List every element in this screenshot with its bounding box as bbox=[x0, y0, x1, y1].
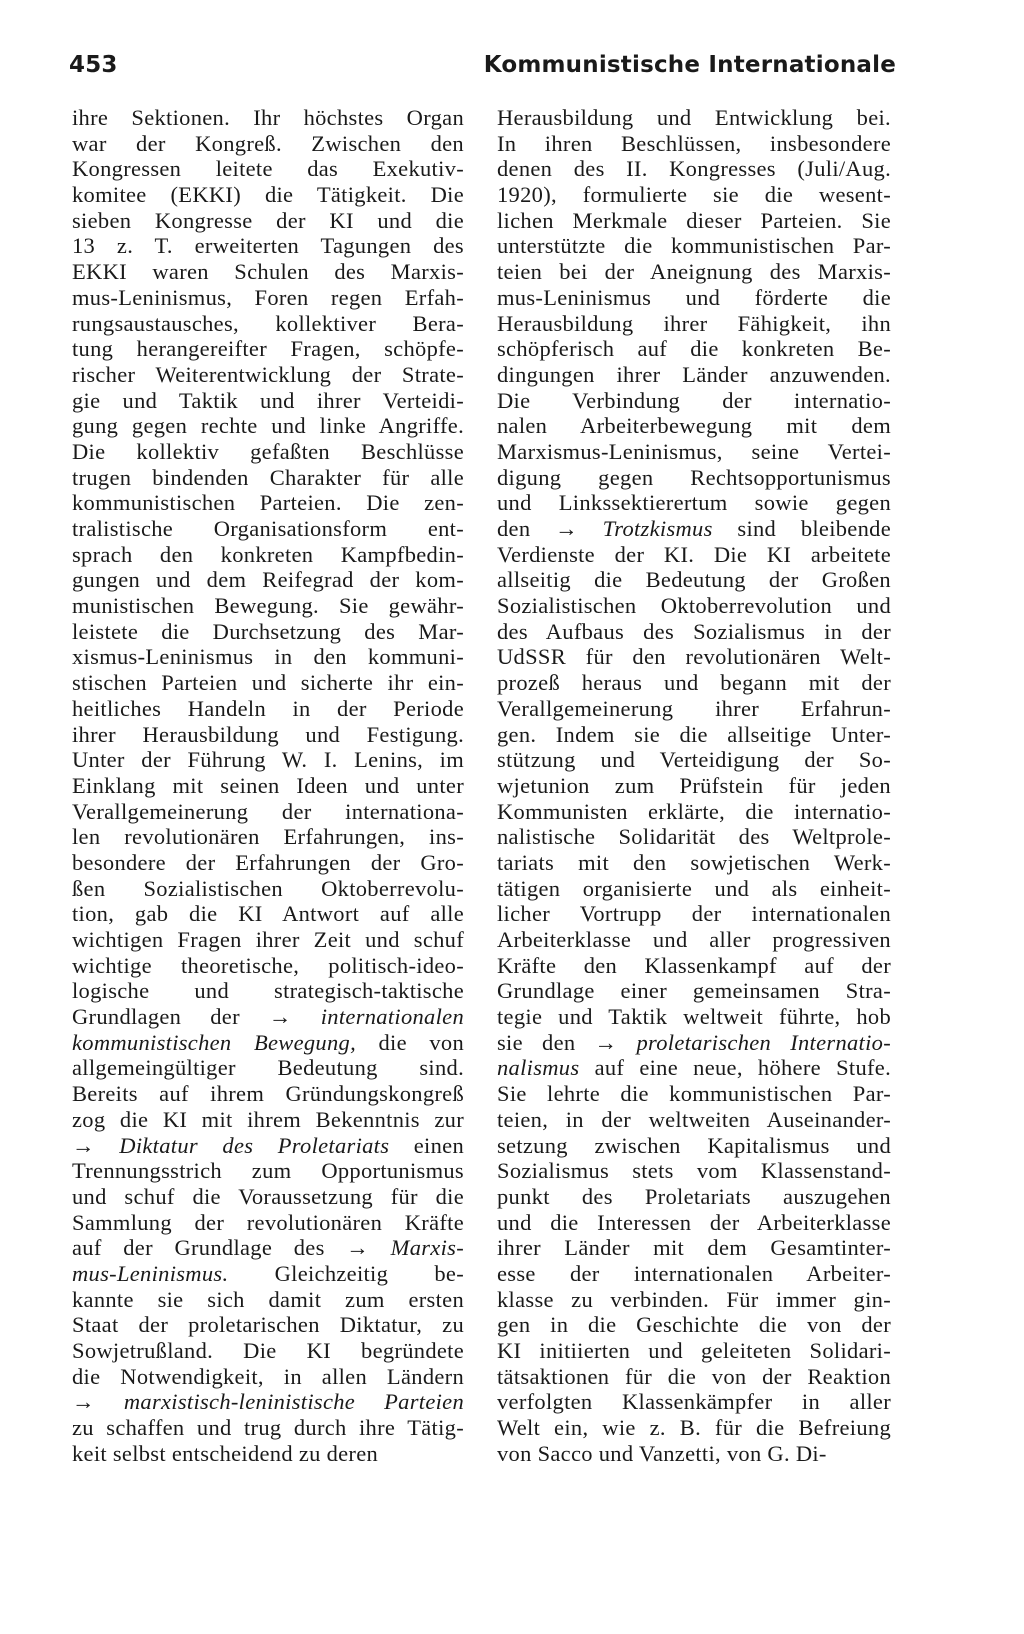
text-run: Marxismus-Leninismus, seine Vertei- bbox=[497, 438, 891, 464]
text-run: stützung und Verteidigung der So- bbox=[497, 747, 891, 773]
text-line bbox=[72, 1184, 464, 1210]
text-line bbox=[72, 285, 464, 311]
cross-reference: → marxistisch-leninistische Parteien bbox=[72, 1389, 464, 1415]
text-line bbox=[72, 1133, 464, 1159]
text-line bbox=[72, 593, 464, 619]
text-run: Sozialistischen Oktoberrevolution und bbox=[497, 593, 891, 619]
text-run: Grundlage einer gemeinsamen Stra- bbox=[497, 978, 891, 1004]
text-line bbox=[72, 927, 464, 953]
text-line bbox=[72, 1030, 464, 1056]
text-run: allseitig die Bedeutung der Großen bbox=[497, 567, 891, 593]
text-run: wjetunion zum Prüfstein für jeden bbox=[497, 772, 891, 798]
text-run: gen. Indem sie die allseitige Unter- bbox=[497, 721, 891, 747]
text-run: und Linkssektierertum sowie gegen bbox=[497, 490, 891, 516]
text-run: Grundlagen der bbox=[72, 1004, 269, 1030]
text-run: Arbeiterklasse und aller progressiven bbox=[497, 927, 891, 952]
text-line bbox=[72, 901, 464, 927]
text-line bbox=[72, 182, 464, 208]
text-line bbox=[72, 1312, 464, 1338]
text-line bbox=[72, 413, 464, 439]
text-run: klasse zu verbinden. Für immer gin- bbox=[497, 1286, 891, 1312]
text-run: 1920), formulierte sie die wesent- bbox=[497, 182, 891, 208]
text-line bbox=[497, 824, 891, 850]
text-line bbox=[497, 1338, 891, 1364]
text-line bbox=[72, 542, 464, 568]
text-run: len revolutionären Erfahrungen, ins- bbox=[72, 824, 464, 850]
text-run: Sammlung der revolutionären Kräfte bbox=[72, 1209, 464, 1235]
text-line bbox=[72, 1158, 464, 1184]
text-run: zog die KI mit ihrem Bekenntnis zur bbox=[72, 1106, 464, 1132]
text-line bbox=[72, 1441, 464, 1467]
text-run: UdSSR für den revolutionären Welt- bbox=[497, 644, 891, 670]
text-line bbox=[72, 208, 464, 234]
text-line bbox=[497, 1030, 891, 1056]
text-run: gung gegen rechte und linke Angriffe. bbox=[72, 413, 464, 439]
text-column-right bbox=[497, 105, 891, 1466]
text-line bbox=[72, 336, 464, 362]
text-run: licher Vortrupp der internationalen bbox=[497, 901, 891, 927]
text-line bbox=[72, 259, 464, 285]
text-run: Welt ein, wie z. B. für die Befreiung bbox=[497, 1415, 891, 1441]
text-run: gie und Taktik und ihrer Verteidi- bbox=[72, 387, 464, 413]
text-run: Verallgemeinerung der internationa- bbox=[72, 798, 464, 824]
text-line bbox=[497, 311, 891, 337]
text-line bbox=[72, 439, 464, 465]
text-run: In ihren Beschlüssen, insbesondere bbox=[497, 130, 891, 156]
text-run: trugen bindenden Charakter für alle bbox=[72, 464, 464, 490]
text-line bbox=[72, 953, 464, 979]
text-line bbox=[497, 722, 891, 748]
text-line bbox=[497, 1158, 891, 1184]
text-run: punkt des Proletariats auszugehen bbox=[497, 1183, 891, 1209]
text-line bbox=[72, 1338, 464, 1364]
text-line bbox=[497, 233, 891, 259]
text-line bbox=[497, 465, 891, 491]
text-line bbox=[497, 1081, 891, 1107]
text-run: mus-Leninismus, Foren regen Erfah- bbox=[72, 284, 464, 310]
text-run: allgemeingültiger Bedeutung sind. bbox=[72, 1055, 464, 1081]
text-run: denen des II. Kongresses (Juli/Aug. bbox=[497, 156, 891, 182]
text-run: kannte sie sich damit zum ersten bbox=[72, 1286, 464, 1312]
text-line bbox=[72, 233, 464, 259]
text-run: die Notwendigkeit, in allen Ländern bbox=[72, 1363, 464, 1389]
text-line bbox=[497, 516, 891, 542]
text-line bbox=[497, 567, 891, 593]
text-line bbox=[72, 1107, 464, 1133]
text-run: tegie und Taktik weltweit führte, hob bbox=[497, 1004, 891, 1030]
cross-reference: → Diktatur des Proletariats bbox=[72, 1132, 390, 1158]
running-header-title: Kommunistische Internationale bbox=[483, 52, 896, 78]
text-line bbox=[497, 593, 891, 619]
text-line bbox=[497, 1312, 891, 1338]
page-number: 453 bbox=[69, 52, 118, 78]
text-run: stischen Parteien und sicherte ihr ein- bbox=[72, 670, 464, 696]
text-line bbox=[497, 799, 891, 825]
cross-reference: → proletarischen Internatio- bbox=[594, 1029, 891, 1055]
text-run: des Aufbaus des Sozialismus in der bbox=[497, 618, 891, 644]
text-run: gen in die Geschichte die von der bbox=[497, 1312, 891, 1338]
cross-reference: mus-Leninismus. bbox=[72, 1260, 229, 1286]
text-line bbox=[497, 336, 891, 362]
text-line bbox=[497, 388, 891, 414]
text-run: sprach den konkreten Kampfbedin- bbox=[72, 541, 464, 567]
text-run: Einklang mit seinen Ideen und unter bbox=[72, 772, 464, 798]
text-line bbox=[72, 1389, 464, 1415]
text-line bbox=[497, 1004, 891, 1030]
text-line bbox=[497, 1364, 891, 1390]
text-line bbox=[497, 439, 891, 465]
text-run: Kongressen leitete das Exekutiv- bbox=[72, 156, 464, 182]
text-run: wichtigen Fragen ihrer Zeit und schuf bbox=[72, 927, 464, 952]
text-run: unterstützte die kommunistischen Par- bbox=[497, 233, 891, 259]
text-line bbox=[72, 619, 464, 645]
text-line bbox=[72, 696, 464, 722]
text-run: Die kollektiv gefaßten Beschlüsse bbox=[72, 438, 464, 464]
text-line bbox=[497, 670, 891, 696]
text-line bbox=[72, 516, 464, 542]
text-run: war der Kongreß. Zwischen den bbox=[72, 130, 464, 156]
text-run: Sozialismus stets vom Klassenstand- bbox=[497, 1158, 891, 1184]
text-line bbox=[497, 1107, 891, 1133]
text-line bbox=[72, 1364, 464, 1390]
text-line bbox=[497, 156, 891, 182]
text-line bbox=[497, 876, 891, 902]
text-run: teien, in der weltweiten Auseinander- bbox=[497, 1106, 891, 1132]
text-line bbox=[497, 978, 891, 1004]
text-run: KI initiierten und geleiteten Solidari- bbox=[497, 1338, 891, 1363]
text-run: nalen Arbeiterbewegung mit dem bbox=[497, 413, 891, 439]
text-run: teien bei der Aneignung des Marxis- bbox=[497, 259, 891, 285]
text-line bbox=[72, 490, 464, 516]
cross-reference: nalismus bbox=[497, 1055, 580, 1081]
text-run: Kräfte den Klassenkampf auf der bbox=[497, 952, 891, 978]
text-run: heitliches Handeln in der Periode bbox=[72, 695, 464, 721]
text-line bbox=[497, 1389, 891, 1415]
text-line bbox=[72, 773, 464, 799]
text-line bbox=[72, 1004, 464, 1030]
text-line bbox=[497, 490, 891, 516]
text-run: Herausbildung ihrer Fähigkeit, ihn bbox=[497, 310, 891, 336]
text-run: esse der internationalen Arbeiter- bbox=[497, 1260, 891, 1286]
text-line bbox=[497, 1415, 891, 1441]
text-line bbox=[72, 388, 464, 414]
cross-reference: kommunistischen Bewegung, bbox=[72, 1029, 356, 1055]
text-run: ihrer Länder mit dem Gesamtinter- bbox=[497, 1235, 891, 1261]
text-run: von Sacco und Vanzetti, von G. Di- bbox=[497, 1440, 827, 1466]
text-run: Trennungsstrich zum Opportunismus bbox=[72, 1158, 464, 1184]
text-line bbox=[497, 1210, 891, 1236]
text-line bbox=[72, 465, 464, 491]
text-line bbox=[497, 131, 891, 157]
cross-reference: → internationalen bbox=[268, 1004, 464, 1030]
text-run: Kommunisten erklärte, die internatio- bbox=[497, 798, 891, 824]
text-run: Unter der Führung W. I. Lenins, im bbox=[72, 747, 464, 773]
text-line bbox=[497, 850, 891, 876]
text-line bbox=[497, 1133, 891, 1159]
text-run: Herausbildung und Entwicklung bei. bbox=[497, 105, 891, 130]
text-line bbox=[72, 105, 464, 131]
text-run: tung herangereifter Fragen, schöpfe- bbox=[72, 336, 464, 362]
text-run: die von bbox=[356, 1029, 464, 1055]
text-run: zu schaffen und trug durch ihre Tätig- bbox=[72, 1415, 464, 1441]
text-line bbox=[72, 1055, 464, 1081]
text-run: rischer Weiterentwicklung der Strate- bbox=[72, 361, 464, 387]
text-line bbox=[497, 1441, 891, 1467]
text-run: Bereits auf ihrem Gründungskongreß bbox=[72, 1081, 464, 1107]
text-run: tralistische Organisationsform ent- bbox=[72, 516, 464, 541]
text-run: keit selbst entscheidend zu deren bbox=[72, 1440, 379, 1466]
text-line bbox=[72, 876, 464, 902]
text-run: den bbox=[497, 516, 556, 541]
text-line bbox=[497, 413, 891, 439]
text-run: besondere der Erfahrungen der Gro- bbox=[72, 849, 464, 875]
text-run: sie den bbox=[497, 1029, 595, 1055]
text-run: auf eine neue, höhere Stufe. bbox=[579, 1055, 891, 1081]
text-line bbox=[497, 619, 891, 645]
text-run: EKKI waren Schulen des Marxis- bbox=[72, 259, 464, 285]
text-column-left bbox=[72, 105, 464, 1466]
text-line bbox=[497, 182, 891, 208]
text-line bbox=[497, 644, 891, 670]
text-run: Sowjetrußland. Die KI begründete bbox=[72, 1338, 464, 1363]
text-line bbox=[72, 156, 464, 182]
text-run: leistete die Durchsetzung des Mar- bbox=[72, 618, 464, 644]
text-run: lichen Merkmale dieser Parteien. Sie bbox=[497, 207, 891, 233]
text-line bbox=[497, 953, 891, 979]
text-line bbox=[497, 1235, 891, 1261]
text-line bbox=[497, 747, 891, 773]
text-line bbox=[497, 927, 891, 953]
text-run: ihre Sektionen. Ihr höchstes Organ bbox=[72, 105, 464, 130]
text-line bbox=[72, 1261, 464, 1287]
text-run: dingungen ihrer Länder anzuwenden. bbox=[497, 361, 891, 387]
text-run: gungen und dem Reifegrad der kom- bbox=[72, 567, 464, 593]
text-run: komitee (EKKI) die Tätigkeit. Die bbox=[72, 182, 464, 208]
text-run: setzung zwischen Kapitalismus und bbox=[497, 1132, 891, 1158]
text-line bbox=[72, 670, 464, 696]
text-run: und schuf die Voraussetzung für die bbox=[72, 1183, 464, 1209]
text-line bbox=[497, 773, 891, 799]
text-run: ihrer Herausbildung und Festigung. bbox=[72, 721, 464, 747]
text-run: logische und strategisch-taktische bbox=[72, 978, 464, 1004]
text-run: Gleichzeitig be- bbox=[228, 1260, 464, 1286]
text-run: wichtige theoretische, politisch-ideo- bbox=[72, 952, 464, 978]
text-line bbox=[72, 1235, 464, 1261]
text-line bbox=[72, 1210, 464, 1236]
text-line bbox=[497, 1184, 891, 1210]
text-run: einen bbox=[389, 1132, 464, 1158]
text-run: tion, gab die KI Antwort auf alle bbox=[72, 901, 464, 927]
text-line bbox=[72, 978, 464, 1004]
text-line bbox=[497, 1261, 891, 1287]
text-run: sieben Kongresse der KI und die bbox=[72, 207, 464, 233]
text-run: mus-Leninismus und förderte die bbox=[497, 284, 891, 310]
text-line bbox=[72, 1287, 464, 1313]
text-line bbox=[497, 362, 891, 388]
text-line bbox=[497, 208, 891, 234]
text-run: tätigen organisierte und als einheit- bbox=[497, 875, 891, 901]
text-run: Verdienste der KI. Die KI arbeitete bbox=[497, 541, 891, 567]
text-line bbox=[72, 131, 464, 157]
text-run: nalistische Solidarität des Weltprole- bbox=[497, 824, 891, 850]
text-line bbox=[497, 105, 891, 131]
text-line bbox=[72, 824, 464, 850]
text-run: schöpferisch auf die konkreten Be- bbox=[497, 336, 891, 362]
text-line bbox=[72, 644, 464, 670]
text-line bbox=[72, 311, 464, 337]
text-run: verfolgten Klassenkämpfer in aller bbox=[497, 1389, 891, 1415]
text-run: Verallgemeinerung ihrer Erfahrun- bbox=[497, 695, 891, 721]
text-run: Die Verbindung der internatio- bbox=[497, 387, 891, 413]
text-line bbox=[497, 542, 891, 568]
cross-reference: → Marxis- bbox=[346, 1235, 464, 1261]
text-run: kommunistischen Parteien. Die zen- bbox=[72, 490, 464, 516]
text-line bbox=[497, 901, 891, 927]
text-run: rungsaustausches, kollektiver Bera- bbox=[72, 310, 464, 336]
text-line bbox=[72, 1415, 464, 1441]
text-line bbox=[72, 850, 464, 876]
text-run: Staat der proletarischen Diktatur, zu bbox=[72, 1312, 464, 1338]
text-run: tariats mit den sowjetischen Werk- bbox=[497, 849, 891, 875]
text-line bbox=[497, 696, 891, 722]
text-run: prozeß heraus und begann mit der bbox=[497, 670, 891, 696]
text-run: sind bleibende bbox=[712, 516, 891, 541]
text-line bbox=[497, 1055, 891, 1081]
text-run: ßen Sozialistischen Oktoberrevolu- bbox=[72, 875, 464, 901]
text-line bbox=[497, 259, 891, 285]
text-run: digung gegen Rechtsopportunismus bbox=[497, 464, 891, 490]
text-run: 13 z. T. erweiterten Tagungen des bbox=[72, 233, 464, 259]
text-line bbox=[72, 567, 464, 593]
text-run: und die Interessen der Arbeiterklasse bbox=[497, 1209, 891, 1235]
text-line bbox=[72, 362, 464, 388]
text-line bbox=[497, 1287, 891, 1313]
text-line bbox=[72, 1081, 464, 1107]
cross-reference: → Trotzkismus bbox=[555, 516, 713, 541]
text-line bbox=[72, 799, 464, 825]
text-line bbox=[497, 285, 891, 311]
text-run: tätsaktionen für die von der Reaktion bbox=[497, 1363, 891, 1389]
text-run: xismus-Leninismus in den kommuni- bbox=[72, 644, 464, 670]
text-line bbox=[72, 722, 464, 748]
text-line bbox=[72, 747, 464, 773]
text-run: Sie lehrte die kommunistischen Par- bbox=[497, 1081, 891, 1107]
text-run: munistischen Bewegung. Sie gewähr- bbox=[72, 593, 464, 619]
text-run: auf der Grundlage des bbox=[72, 1235, 347, 1261]
